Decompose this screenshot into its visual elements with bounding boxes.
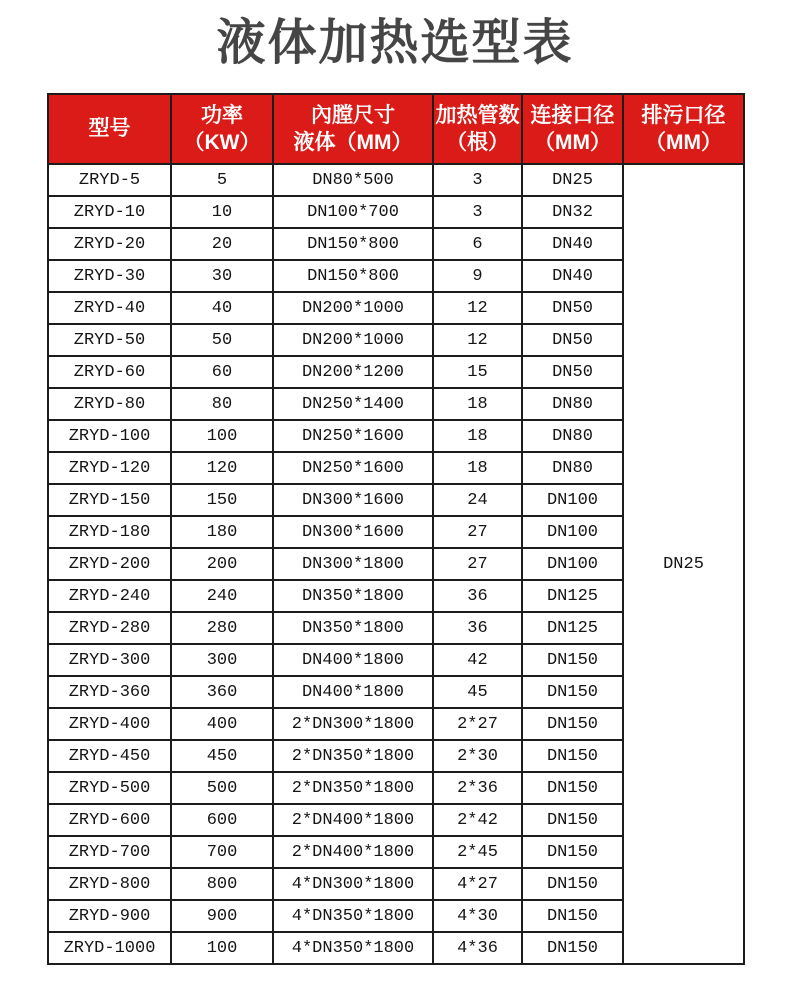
cell-chamber-size: DN400*1800 xyxy=(273,676,433,708)
cell-model: ZRYD-5 xyxy=(48,164,171,196)
col-header-model xyxy=(48,94,171,164)
cell-power: 900 xyxy=(171,900,273,932)
cell-tube-count: 2*42 xyxy=(433,804,522,836)
cell-power: 100 xyxy=(171,420,273,452)
cell-tube-count: 42 xyxy=(433,644,522,676)
selection-table xyxy=(47,93,745,965)
cell-connection-diameter: DN125 xyxy=(522,612,623,644)
col-header-tube-count xyxy=(433,94,522,164)
cell-power: 200 xyxy=(171,548,273,580)
cell-connection-diameter: DN50 xyxy=(522,292,623,324)
cell-chamber-size: DN200*1200 xyxy=(273,356,433,388)
cell-power: 150 xyxy=(171,484,273,516)
cell-power: 400 xyxy=(171,708,273,740)
cell-chamber-size: DN400*1800 xyxy=(273,644,433,676)
cell-power: 300 xyxy=(171,644,273,676)
cell-power: 700 xyxy=(171,836,273,868)
cell-model: ZRYD-300 xyxy=(48,644,171,676)
cell-power: 280 xyxy=(171,612,273,644)
cell-model: ZRYD-360 xyxy=(48,676,171,708)
table-row xyxy=(48,164,744,196)
cell-model: ZRYD-180 xyxy=(48,516,171,548)
cell-connection-diameter: DN80 xyxy=(522,452,623,484)
header-label: 加热管数 xyxy=(435,103,520,127)
cell-model: ZRYD-900 xyxy=(48,900,171,932)
table-header xyxy=(48,94,744,164)
header-row xyxy=(48,94,744,164)
cell-tube-count: 2*36 xyxy=(433,772,522,804)
cell-model: ZRYD-100 xyxy=(48,420,171,452)
cell-model: ZRYD-40 xyxy=(48,292,171,324)
cell-tube-count: 18 xyxy=(433,420,522,452)
cell-connection-diameter: DN125 xyxy=(522,580,623,612)
cell-chamber-size: DN100*700 xyxy=(273,196,433,228)
col-header-chamber-size xyxy=(273,94,433,164)
cell-connection-diameter: DN150 xyxy=(522,900,623,932)
cell-power: 30 xyxy=(171,260,273,292)
cell-drain-diameter-merged: DN25 xyxy=(623,164,744,964)
cell-connection-diameter: DN150 xyxy=(522,772,623,804)
cell-connection-diameter: DN100 xyxy=(522,484,623,516)
cell-chamber-size: 2*DN350*1800 xyxy=(273,740,433,772)
cell-tube-count: 6 xyxy=(433,228,522,260)
cell-model: ZRYD-200 xyxy=(48,548,171,580)
header-label: 排污口径 xyxy=(641,103,726,127)
cell-connection-diameter: DN80 xyxy=(522,388,623,420)
cell-chamber-size: DN300*1800 xyxy=(273,548,433,580)
cell-power: 10 xyxy=(171,196,273,228)
cell-tube-count: 27 xyxy=(433,548,522,580)
cell-connection-diameter: DN150 xyxy=(522,868,623,900)
cell-tube-count: 18 xyxy=(433,452,522,484)
cell-chamber-size: DN350*1800 xyxy=(273,612,433,644)
cell-chamber-size: DN300*1600 xyxy=(273,484,433,516)
cell-tube-count: 9 xyxy=(433,260,522,292)
cell-model: ZRYD-450 xyxy=(48,740,171,772)
header-sublabel: （MM） xyxy=(645,131,722,154)
cell-power: 5 xyxy=(171,164,273,196)
cell-chamber-size: DN250*1600 xyxy=(273,452,433,484)
header-label: 型号 xyxy=(88,117,131,141)
cell-tube-count: 18 xyxy=(433,388,522,420)
cell-chamber-size: DN200*1000 xyxy=(273,324,433,356)
cell-tube-count: 4*27 xyxy=(433,868,522,900)
cell-chamber-size: DN200*1000 xyxy=(273,292,433,324)
header-label: 连接口径 xyxy=(530,103,615,127)
cell-power: 120 xyxy=(171,452,273,484)
cell-power: 80 xyxy=(171,388,273,420)
cell-tube-count: 2*27 xyxy=(433,708,522,740)
cell-chamber-size: DN150*800 xyxy=(273,260,433,292)
cell-model: ZRYD-10 xyxy=(48,196,171,228)
cell-power: 450 xyxy=(171,740,273,772)
cell-model: ZRYD-600 xyxy=(48,804,171,836)
cell-chamber-size: DN300*1600 xyxy=(273,516,433,548)
cell-chamber-size: 2*DN300*1800 xyxy=(273,708,433,740)
header-sublabel: （KW） xyxy=(183,131,261,154)
cell-chamber-size: DN250*1600 xyxy=(273,420,433,452)
cell-connection-diameter: DN50 xyxy=(522,356,623,388)
cell-connection-diameter: DN32 xyxy=(522,196,623,228)
cell-connection-diameter: DN100 xyxy=(522,548,623,580)
cell-connection-diameter: DN150 xyxy=(522,708,623,740)
cell-power: 600 xyxy=(171,804,273,836)
cell-power: 240 xyxy=(171,580,273,612)
cell-connection-diameter: DN50 xyxy=(522,324,623,356)
cell-tube-count: 36 xyxy=(433,580,522,612)
cell-tube-count: 2*30 xyxy=(433,740,522,772)
cell-connection-diameter: DN150 xyxy=(522,836,623,868)
cell-tube-count: 12 xyxy=(433,292,522,324)
cell-tube-count: 24 xyxy=(433,484,522,516)
cell-chamber-size: DN350*1800 xyxy=(273,580,433,612)
cell-power: 360 xyxy=(171,676,273,708)
cell-tube-count: 45 xyxy=(433,676,522,708)
cell-power: 40 xyxy=(171,292,273,324)
cell-chamber-size: DN80*500 xyxy=(273,164,433,196)
cell-model: ZRYD-1000 xyxy=(48,932,171,964)
cell-power: 50 xyxy=(171,324,273,356)
cell-model: ZRYD-80 xyxy=(48,388,171,420)
cell-model: ZRYD-150 xyxy=(48,484,171,516)
cell-connection-diameter: DN150 xyxy=(522,804,623,836)
header-label: 功率 xyxy=(201,103,243,127)
page-title: 液体加热选型表 xyxy=(216,16,574,70)
header-label: 內膛尺寸 xyxy=(311,103,395,127)
cell-chamber-size: DN250*1400 xyxy=(273,388,433,420)
cell-chamber-size: 4*DN350*1800 xyxy=(273,932,433,964)
cell-connection-diameter: DN100 xyxy=(522,516,623,548)
cell-tube-count: 4*30 xyxy=(433,900,522,932)
cell-model: ZRYD-240 xyxy=(48,580,171,612)
cell-model: ZRYD-120 xyxy=(48,452,171,484)
cell-tube-count: 12 xyxy=(433,324,522,356)
cell-chamber-size: 2*DN350*1800 xyxy=(273,772,433,804)
cell-chamber-size: DN150*800 xyxy=(273,228,433,260)
cell-chamber-size: 2*DN400*1800 xyxy=(273,804,433,836)
cell-tube-count: 3 xyxy=(433,164,522,196)
col-header-drain-diameter xyxy=(623,94,744,164)
header-sublabel: （根） xyxy=(446,131,509,154)
col-header-connection-diameter xyxy=(522,94,623,164)
cell-connection-diameter: DN150 xyxy=(522,740,623,772)
cell-chamber-size: 4*DN300*1800 xyxy=(273,868,433,900)
cell-model: ZRYD-50 xyxy=(48,324,171,356)
cell-connection-diameter: DN150 xyxy=(522,676,623,708)
header-sublabel: 液体（MM） xyxy=(293,131,413,154)
cell-chamber-size: 4*DN350*1800 xyxy=(273,900,433,932)
cell-power: 20 xyxy=(171,228,273,260)
cell-model: ZRYD-60 xyxy=(48,356,171,388)
cell-connection-diameter: DN80 xyxy=(522,420,623,452)
cell-tube-count: 3 xyxy=(433,196,522,228)
cell-model: ZRYD-280 xyxy=(48,612,171,644)
cell-model: ZRYD-30 xyxy=(48,260,171,292)
cell-tube-count: 2*45 xyxy=(433,836,522,868)
cell-chamber-size: 2*DN400*1800 xyxy=(273,836,433,868)
cell-model: ZRYD-700 xyxy=(48,836,171,868)
cell-connection-diameter: DN40 xyxy=(522,228,623,260)
cell-power: 800 xyxy=(171,868,273,900)
header-sublabel: （MM） xyxy=(534,131,611,154)
cell-connection-diameter: DN150 xyxy=(522,644,623,676)
cell-power: 500 xyxy=(171,772,273,804)
cell-model: ZRYD-20 xyxy=(48,228,171,260)
cell-model: ZRYD-500 xyxy=(48,772,171,804)
cell-connection-diameter: DN25 xyxy=(522,164,623,196)
cell-tube-count: 27 xyxy=(433,516,522,548)
cell-tube-count: 15 xyxy=(433,356,522,388)
spec-table-body xyxy=(48,164,744,964)
cell-connection-diameter: DN40 xyxy=(522,260,623,292)
cell-model: ZRYD-800 xyxy=(48,868,171,900)
cell-power: 180 xyxy=(171,516,273,548)
cell-power: 60 xyxy=(171,356,273,388)
cell-connection-diameter: DN150 xyxy=(522,932,623,964)
col-header-power xyxy=(171,94,273,164)
cell-tube-count: 4*36 xyxy=(433,932,522,964)
cell-power: 100 xyxy=(171,932,273,964)
cell-tube-count: 36 xyxy=(433,612,522,644)
cell-model: ZRYD-400 xyxy=(48,708,171,740)
